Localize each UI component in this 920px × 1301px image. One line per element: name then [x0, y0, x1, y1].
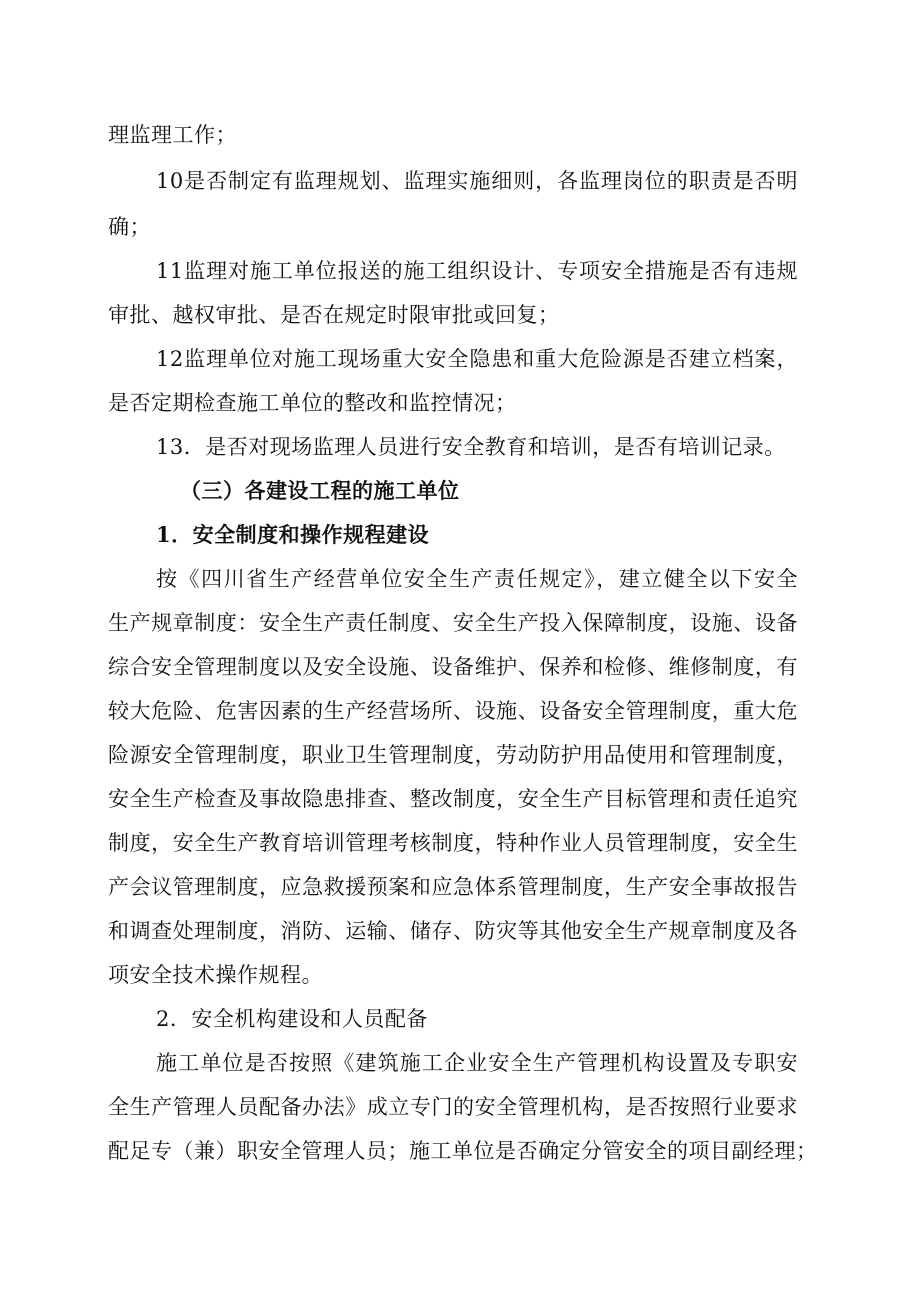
text-line: 和调查处理制度，消防、运输、储存、防灾等其他安全生产规章制度及各: [108, 919, 798, 943]
text-line: 13．是否对现场监理人员进行安全教育和培训，是否有培训记录。: [156, 435, 786, 459]
text-line: 产会议管理制度，应急救援预案和应急体系管理制度，生产安全事故报告: [108, 875, 798, 899]
subsection-heading: 2．安全机构建设和人员配备: [156, 1007, 428, 1031]
text-line: 10是否制定有监理规划、监理实施细则，各监理岗位的职责是否明: [156, 169, 798, 193]
text-line: 配足专（兼）职安全管理人员；施工单位是否确定分管安全的项目副经理；: [108, 1139, 818, 1163]
text-line: 全生产管理人员配备办法》成立专门的安全管理机构，是否按照行业要求: [108, 1095, 798, 1119]
text-line: 按《四川省生产经营单位安全生产责任规定》，建立健全以下安全: [156, 567, 798, 591]
section-heading: （三）各建设工程的施工单位: [180, 478, 460, 503]
text-line: 险源安全管理制度，职业卫生管理制度，劳动防护用品使用和管理制度，: [108, 743, 798, 767]
text-line: 生产规章制度：安全生产责任制度、安全生产投入保障制度，设施、设备: [108, 611, 798, 635]
text-line: 11监理对施工单位报送的施工组织设计、专项安全措施是否有违规: [156, 259, 798, 283]
text-line: 项安全技术操作规程。: [108, 963, 323, 987]
text-line: 确；: [108, 215, 151, 239]
text-line: 是否定期检查施工单位的整改和监控情况；: [108, 391, 517, 415]
subsection-heading: 1．安全制度和操作规程建设: [156, 522, 430, 547]
text-line: 12监理单位对施工现场重大安全隐患和重大危险源是否建立档案，: [156, 347, 798, 371]
text-line: 综合安全管理制度以及安全设施、设备维护、保养和检修、维修制度，有: [108, 655, 798, 679]
text-line: 较大危险、危害因素的生产经营场所、设施、设备安全管理制度，重大危: [108, 699, 798, 723]
text-line: 施工单位是否按照《建筑施工企业安全生产管理机构设置及专职安: [156, 1051, 798, 1075]
text-line: 制度，安全生产教育培训管理考核制度，特种作业人员管理制度，安全生: [108, 831, 798, 855]
text-line: 审批、越权审批、是否在规定时限审批或回复；: [108, 303, 560, 327]
text-line: 安全生产检查及事故隐患排查、整改制度，安全生产目标管理和责任追究: [108, 787, 798, 811]
text-line: 理监理工作；: [108, 123, 237, 147]
